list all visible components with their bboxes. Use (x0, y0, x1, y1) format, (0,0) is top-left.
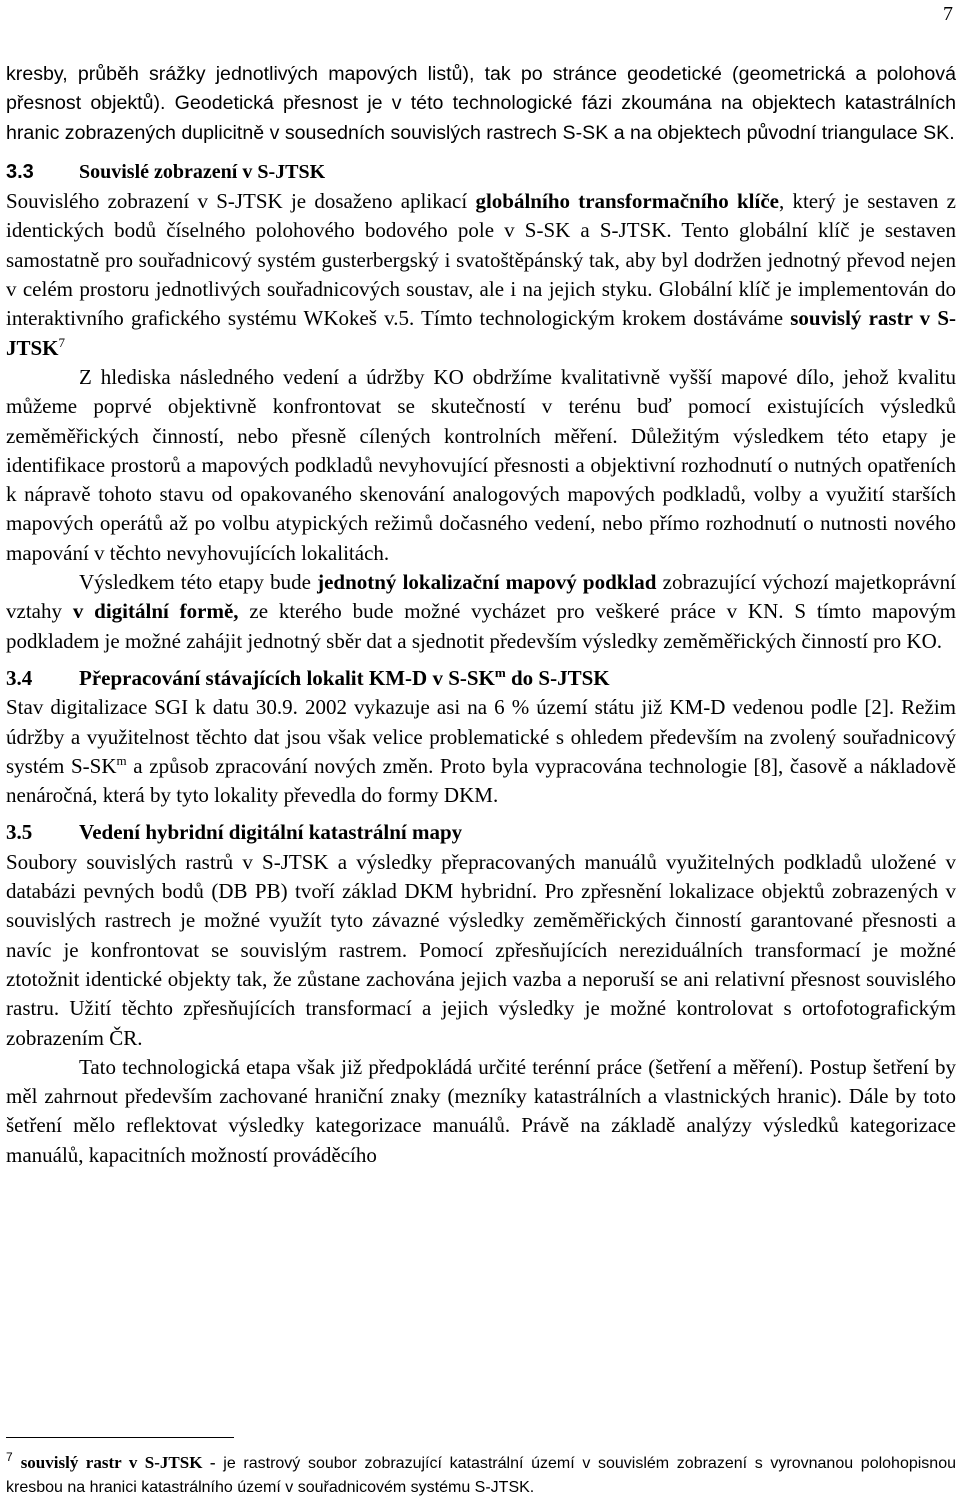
section-3-3-paragraph-3: Výsledkem této etapy bude jednotný lokalizační mapový podklad zobrazující výchozí majetkoprávní vztahy v digitální formě, ze kterého bude možné vycházet pro veškeré práce v KN. S tímto mapovým podkladem je možné zahájit jednotný sběr dat a sjednotit především výsledky zeměměřických činností pro KO. (6, 570, 956, 653)
footnote-reference[interactable]: 7 (58, 334, 66, 350)
emphasis-global-key: globálního transformačního klíče (475, 189, 779, 214)
section-3-3-heading (6, 158, 956, 187)
section-number: 3.3 (6, 160, 34, 183)
section-3-4-paragraph-1: Stav digitalizace SGI k datu 30.9. 2002 vykazuje asi na 6 % území státu již KM-D vedenou podle [2]. Režim údržby a využitelnost těchto dat jsou však velice problematické s ohledem především na zvolený souřadnicový systém $S-SK^m$ a způsob zpracování nových změn. Proto byla vypracována technologie [8], časově a nákladově nenáročná, která by tyto lokality převedla do formy DKM. (6, 695, 956, 808)
section-3-3-paragraph-2: Z hlediska následného vedení a údržby KO obdržíme kvalitativně vyšší mapové dílo, jehož kvalitu můžeme poprvé objektivně konfrontovat se skutečností v terénu buď pomocí existujících výsledků zeměměřických činností, nebo přesně cílených kontrolních měření. Důležitým výsledkem této etapy je identifikace prostorů a mapových podkladů nevyhovující přesnosti a objektivní rozhodnutí o nutných opatřeních k nápravě tohoto stavu od opakovaného skenování analogových mapových podkladů, volby a využití starších mapových operátů až po volbu atypických režimů dočasného vedení, nebo přímo rozhodnutí o nutnosti nového mapování v těchto nevyhovujících lokalitách. (6, 364, 956, 565)
section-title: Vedení hybridní digitální katastrální mapy (79, 820, 463, 845)
footnote-divider (6, 1437, 234, 1438)
section-3-3-paragraph-1: Souvislého zobrazení v S-JTSK je dosaženo aplikací globálního transformačního klíče, který je sestaven z identických bodů číselného polohového bodového pole v S-SK a S-JTSK. Tento globální klíč je sestaven samostatně pro souřadnicový systém gusterbergský i svatoštěpánský tak, aby byl dodržen jednotný převod nejen v celém prostoru jednotlivých souřadnicových soustav, ale i na jejich styku. Globální klíč je implementován do interaktivního grafického systému WKokeš v.5. Tímto technologickým krokem dostáváme souvislý rastr v S-JTSK$^7$ (6, 189, 956, 360)
emphasis-map-basis: jednotný lokalizační mapový podklad (317, 570, 657, 595)
section-number: 3.4 (6, 665, 33, 690)
footnotes (6, 1451, 956, 1500)
footnote-text: je rastrový soubor zobrazující katastrální území v souvislém zobrazení s vyrovnanou polohopisnou kresbou na hranici katastrálního území v souřadnicovém systému S-JTSK. (6, 1455, 956, 1496)
page-body (6, 60, 956, 1170)
section-3-5-paragraph-1: Soubory souvislých rastrů v S-JTSK a výsledky přepracovaných manuálů využitelných podkladů uložené v databázi pevných bodů (DB PB) tvoří základ DKM hybridní. Pro zpřesnění lokalizace objektů zobrazených v souvislých rastrech je možné využít tyto závazné výsledky zeměměřických činností garantované přesnosti a navíc je konfrontovat se souvislým rastrem. Pomocí zpřesňujících nereziduálních transformací je možné ztotožnit identické objekty tak, že zůstane zachována jejich vazba a neporuší se ani relativní přesnost souvislého rastru. Užití těchto zpřesňujících transformací a jejich výsledky je možné kontrolovat s ortofotografickým zobrazením ČR. (6, 849, 956, 1050)
section-3-4-heading: 3.4 Přepracování stávajících lokalit KM-D v $S-SK^m$ do S-JTSK (6, 664, 956, 693)
section-3-5-heading (6, 818, 956, 847)
footnote-7 (6, 1451, 956, 1500)
emphasis-continuous-raster: souvislý rastr v S-JTSK (6, 306, 956, 360)
section-3-5-paragraph-2: Tato technologická etapa však již předpokládá určité terénní práce (šetření a měření). Postup šetření by měl zahrnout především zachované hraniční znaky (mezníky katastrálních a vlastnických hranic). Dále by toto šetření mělo reflektovat výsledky kategorizace manuálů. Právě na základě analýzy výsledků kategorizace manuálů, kapacitních možností prováděcího (6, 1054, 956, 1167)
intro-paragraph: kresby, průběh srážky jednotlivých mapových listů), tak po stránce geodetické (geometrická a polohová přesnost objektů). Geodetická přesnost je v této technologické fázi zkoumána na objektech katastrálních hranic zobrazených duplicitně v sousedních souvislých rastrech S-SK a na objektech původní triangulace SK. (6, 63, 956, 144)
emphasis-digital-form: v digitální formě, (72, 599, 239, 624)
footnote-term: souvislý rastr v S-JTSK - (20, 1453, 216, 1472)
section-title: Souvislé zobrazení v S-JTSK (79, 160, 326, 183)
section-title: Přepracování stávajících lokalit KM-D v S-SK (79, 665, 495, 690)
page-number: 7 (943, 3, 953, 25)
footnote-mark: 7 (6, 1450, 13, 1464)
section-number: 3.5 (6, 820, 33, 845)
